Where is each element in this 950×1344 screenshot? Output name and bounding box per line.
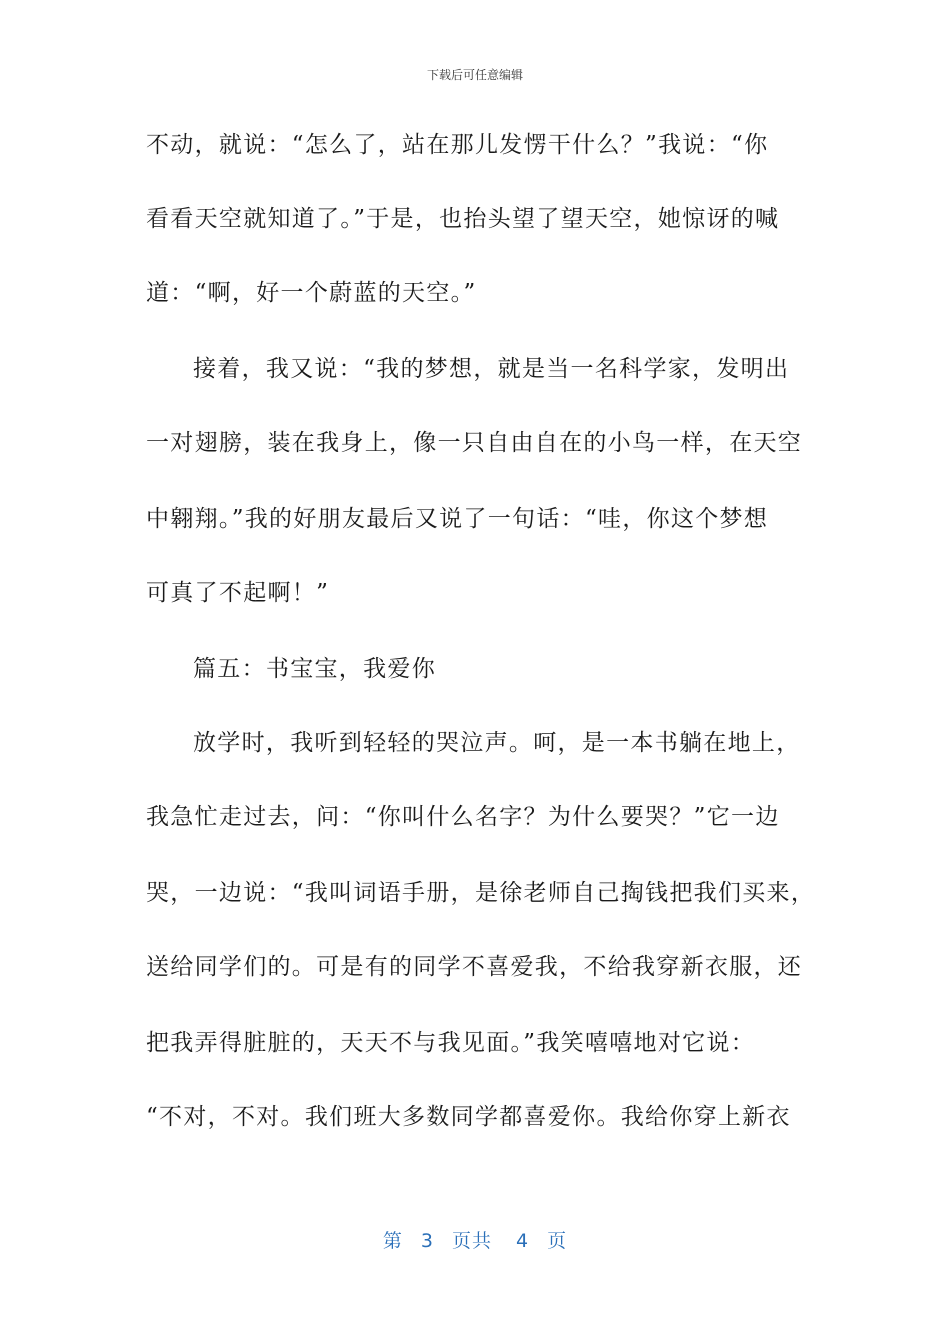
paragraph-line: 一对翅膀，装在我身上，像一只自由自在的小鸟一样，在天空: [146, 430, 803, 456]
paragraph-line: 放学时，我听到轻轻的哭泣声。呵，是一本书躺在地上，: [193, 730, 801, 756]
header-note: 下载后可任意编辑: [426, 68, 523, 82]
paragraph-line: 哭，一边说：“我叫词语手册，是徐老师自己掏钱把我们买来，: [146, 880, 816, 906]
section-heading: 篇五：书宝宝，我爱你: [193, 656, 436, 682]
paragraph-line: 道：“啊，好一个蔚蓝的天空。”: [146, 280, 477, 306]
paragraph-line: 可真了不起啊！”: [146, 580, 330, 606]
paragraph-line: 接着，我又说：“我的梦想，就是当一名科学家，发明出: [193, 356, 790, 382]
page-middle: 页共: [451, 1230, 492, 1252]
paragraph-line: 看看天空就知道了。”于是，也抬头望了望天空，她惊讶的喊: [146, 206, 780, 232]
page-prefix: 第: [382, 1230, 403, 1252]
page-suffix: 页: [547, 1230, 568, 1252]
total-pages-number: 4: [516, 1230, 530, 1252]
paragraph-line: 把我弄得脏脏的，天天不与我见面。”我笑嘻嘻地对它说：: [146, 1030, 756, 1056]
paragraph-line: 中翱翔。”我的好朋友最后又说了一句话：“哇，你这个梦想: [146, 506, 769, 532]
paragraph-line: “不对，不对。我们班大多数同学都喜爱你。我给你穿上新衣: [146, 1104, 791, 1130]
paragraph-line: 我急忙走过去，问：“你叫什么名字？为什么要哭？”它一边: [146, 804, 780, 830]
paragraph-line: 送给同学们的。可是有的同学不喜爱我，不给我穿新衣服，还: [146, 954, 803, 980]
current-page-number: 3: [420, 1230, 434, 1252]
paragraph-line: 不动，就说：“怎么了，站在那儿发愣干什么？”我说：“你: [146, 132, 769, 158]
page-footer: [0, 1226, 950, 1253]
